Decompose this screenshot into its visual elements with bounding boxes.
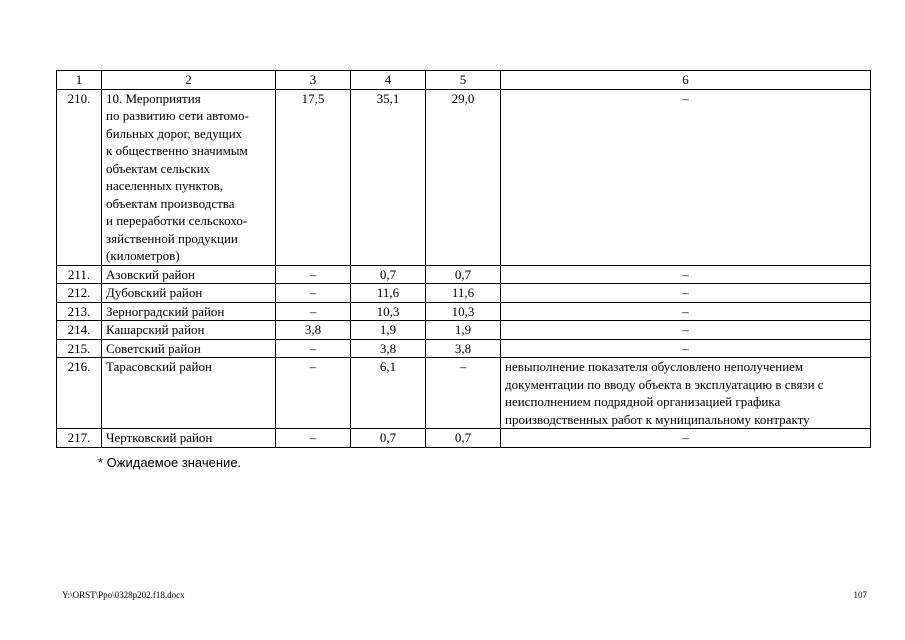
- row-note: –: [501, 339, 871, 358]
- table-row: [57, 284, 871, 303]
- row-name: Азовский район: [102, 265, 276, 284]
- row-name: Советский район: [102, 339, 276, 358]
- row-number: 215.: [57, 339, 102, 358]
- row-value-4: 35,1: [351, 89, 426, 265]
- row-value-4: 6,1: [351, 358, 426, 429]
- row-note: –: [501, 321, 871, 340]
- row-number: 210.: [57, 89, 102, 265]
- row-value-5: 0,7: [426, 265, 501, 284]
- row-value-5: 29,0: [426, 89, 501, 265]
- footnote: * Ожидаемое значение.: [98, 455, 242, 470]
- row-name: Чертковский район: [102, 429, 276, 448]
- row-name: Зерноградский район: [102, 302, 276, 321]
- row-name: Тарасовский район: [102, 358, 276, 429]
- row-value-3: –: [276, 429, 351, 448]
- table-row: [57, 321, 871, 340]
- table-row: [57, 429, 871, 448]
- footer-filepath: Y:\ORST\Ppo\0328p202.f18.docx: [62, 590, 185, 600]
- data-table: [56, 70, 871, 448]
- row-value-4: 0,7: [351, 265, 426, 284]
- table-row: [57, 89, 871, 265]
- row-value-3: –: [276, 358, 351, 429]
- row-number: 216.: [57, 358, 102, 429]
- row-value-3: 3,8: [276, 321, 351, 340]
- row-value-4: 3,8: [351, 339, 426, 358]
- row-value-3: 17,5: [276, 89, 351, 265]
- row-value-5: –: [426, 358, 501, 429]
- row-name: Дубовский район: [102, 284, 276, 303]
- row-value-4: 1,9: [351, 321, 426, 340]
- row-value-3: –: [276, 339, 351, 358]
- header-cell-2: 2: [102, 71, 276, 90]
- row-number: 212.: [57, 284, 102, 303]
- row-note: –: [501, 302, 871, 321]
- row-number: 213.: [57, 302, 102, 321]
- row-note: невыполнение показателя обусловлено неполучением документации по вводу объекта в эксплуатацию в связи с неисполнением подрядной организацией графика производственных работ к муниципальному контракту: [501, 358, 871, 429]
- table-row: [57, 339, 871, 358]
- page-number: 107: [853, 590, 867, 600]
- row-note: –: [501, 284, 871, 303]
- row-value-5: 11,6: [426, 284, 501, 303]
- table-row: [57, 358, 871, 429]
- row-note: –: [501, 429, 871, 448]
- row-value-3: –: [276, 284, 351, 303]
- row-value-4: 10,3: [351, 302, 426, 321]
- table-row: [57, 302, 871, 321]
- row-value-5: 10,3: [426, 302, 501, 321]
- row-number: 214.: [57, 321, 102, 340]
- header-cell-1: 1: [57, 71, 102, 90]
- row-note: –: [501, 89, 871, 265]
- row-number: 211.: [57, 265, 102, 284]
- row-name: 10. Мероприятия по развитию сети автомо- бильных дорог, ведущих к общественно значимым объектам сельских населенных пунктов, объектам производства и переработки сельскохо- зяйственной продукции (километров): [102, 89, 276, 265]
- row-value-5: 0,7: [426, 429, 501, 448]
- header-cell-5: 5: [426, 71, 501, 90]
- row-value-4: 0,7: [351, 429, 426, 448]
- header-cell-4: 4: [351, 71, 426, 90]
- table-header-row: [57, 71, 871, 90]
- header-cell-6: 6: [501, 71, 871, 90]
- row-value-3: –: [276, 302, 351, 321]
- row-value-5: 3,8: [426, 339, 501, 358]
- row-value-5: 1,9: [426, 321, 501, 340]
- row-note: –: [501, 265, 871, 284]
- row-value-3: –: [276, 265, 351, 284]
- row-value-4: 11,6: [351, 284, 426, 303]
- header-cell-3: 3: [276, 71, 351, 90]
- table-row: [57, 265, 871, 284]
- row-name: Кашарский район: [102, 321, 276, 340]
- row-number: 217.: [57, 429, 102, 448]
